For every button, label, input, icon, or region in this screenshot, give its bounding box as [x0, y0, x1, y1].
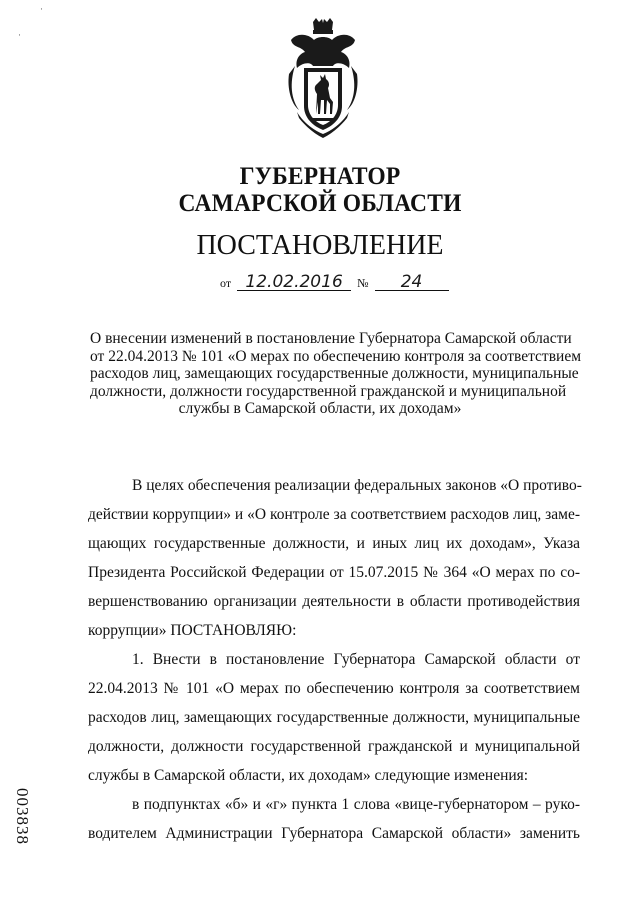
- subject-line: от 22.04.2013 № 101 «О мерах по обеспечению контроля за соответствием: [90, 347, 582, 365]
- authority-line-1: ГУБЕРНАТОР: [239, 163, 401, 190]
- handwritten-number: 24: [375, 274, 449, 291]
- document-type-title: ПОСТАНОВЛЕНИЕ: [196, 230, 444, 261]
- body-line-text: в подпунктах «б» и «г» пункта 1 слова «вице-губернатором – руко-: [132, 796, 580, 813]
- subject-line: О внесении изменений в постановление Губернатора Самарской области: [90, 330, 572, 347]
- scan-mark-top: ·: [40, 4, 43, 14]
- body-line-text: водителем Администрации Губернатора Самарской области» заменить: [88, 825, 580, 842]
- body-line-text: расходов лиц, замещающих государственные должности, муниципальные: [88, 709, 580, 726]
- body-line: [88, 825, 580, 854]
- date-prefix: от: [220, 276, 232, 290]
- body-line: [88, 796, 580, 825]
- body-line: [88, 477, 580, 506]
- body-line: [88, 738, 580, 767]
- body-line: [88, 709, 580, 738]
- body-line: [88, 767, 580, 796]
- body-line-text: 1. Внести в постановление Губернатора Самарской области от: [132, 651, 580, 668]
- subject-line: службы в Самарской области, их доходам»: [178, 400, 462, 417]
- number-prefix: №: [357, 276, 369, 290]
- body-line: [88, 680, 580, 709]
- body-line-text: Президента Российской Федерации от 15.07.2015 № 364 «О мерах по со-: [88, 564, 580, 581]
- document-subject: [90, 330, 582, 418]
- body-line: [88, 593, 580, 622]
- body-line: [88, 506, 580, 535]
- body-line-text: действии коррупции» и «О контроле за соответствием расходов лиц, заме-: [88, 506, 580, 523]
- handwritten-date: 12.02.2016: [237, 274, 351, 291]
- subject-line: должности, должности государственной гражданской и муниципальной: [90, 382, 567, 400]
- samara-coat-of-arms-icon: [283, 18, 363, 140]
- body-line-text: щающих государственные должности, и иных лиц их доходам», Указа: [88, 535, 580, 552]
- document-body: [88, 477, 580, 854]
- body-line: [88, 651, 580, 680]
- body-line-text: вершенствованию организации деятельности в области противодействия: [88, 593, 580, 610]
- body-line: [88, 622, 580, 651]
- subject-line: расходов лиц, замещающих государственные должности, муниципальные: [90, 365, 579, 382]
- registration-stamp-number: 003838: [13, 788, 32, 845]
- body-line-text: коррупции» ПОСТАНОВЛЯЮ:: [88, 622, 297, 639]
- authority-line-2: САМАРСКОЙ ОБЛАСТИ: [178, 190, 462, 217]
- scan-mark-left: ·: [18, 30, 21, 40]
- body-line: [88, 564, 580, 593]
- body-line-text: должности, должности государственной гражданской и муниципальной: [88, 738, 580, 755]
- body-line-text: В целях обеспечения реализации федеральных законов «О противо-: [132, 477, 582, 494]
- body-line-text: службы в Самарской области, их доходам» следующие изменения:: [88, 767, 529, 784]
- body-line-text: 22.04.2013 № 101 «О мерах по обеспечению контроля за соответствием: [88, 680, 580, 697]
- date-number-line: [217, 274, 449, 291]
- body-line: [88, 535, 580, 564]
